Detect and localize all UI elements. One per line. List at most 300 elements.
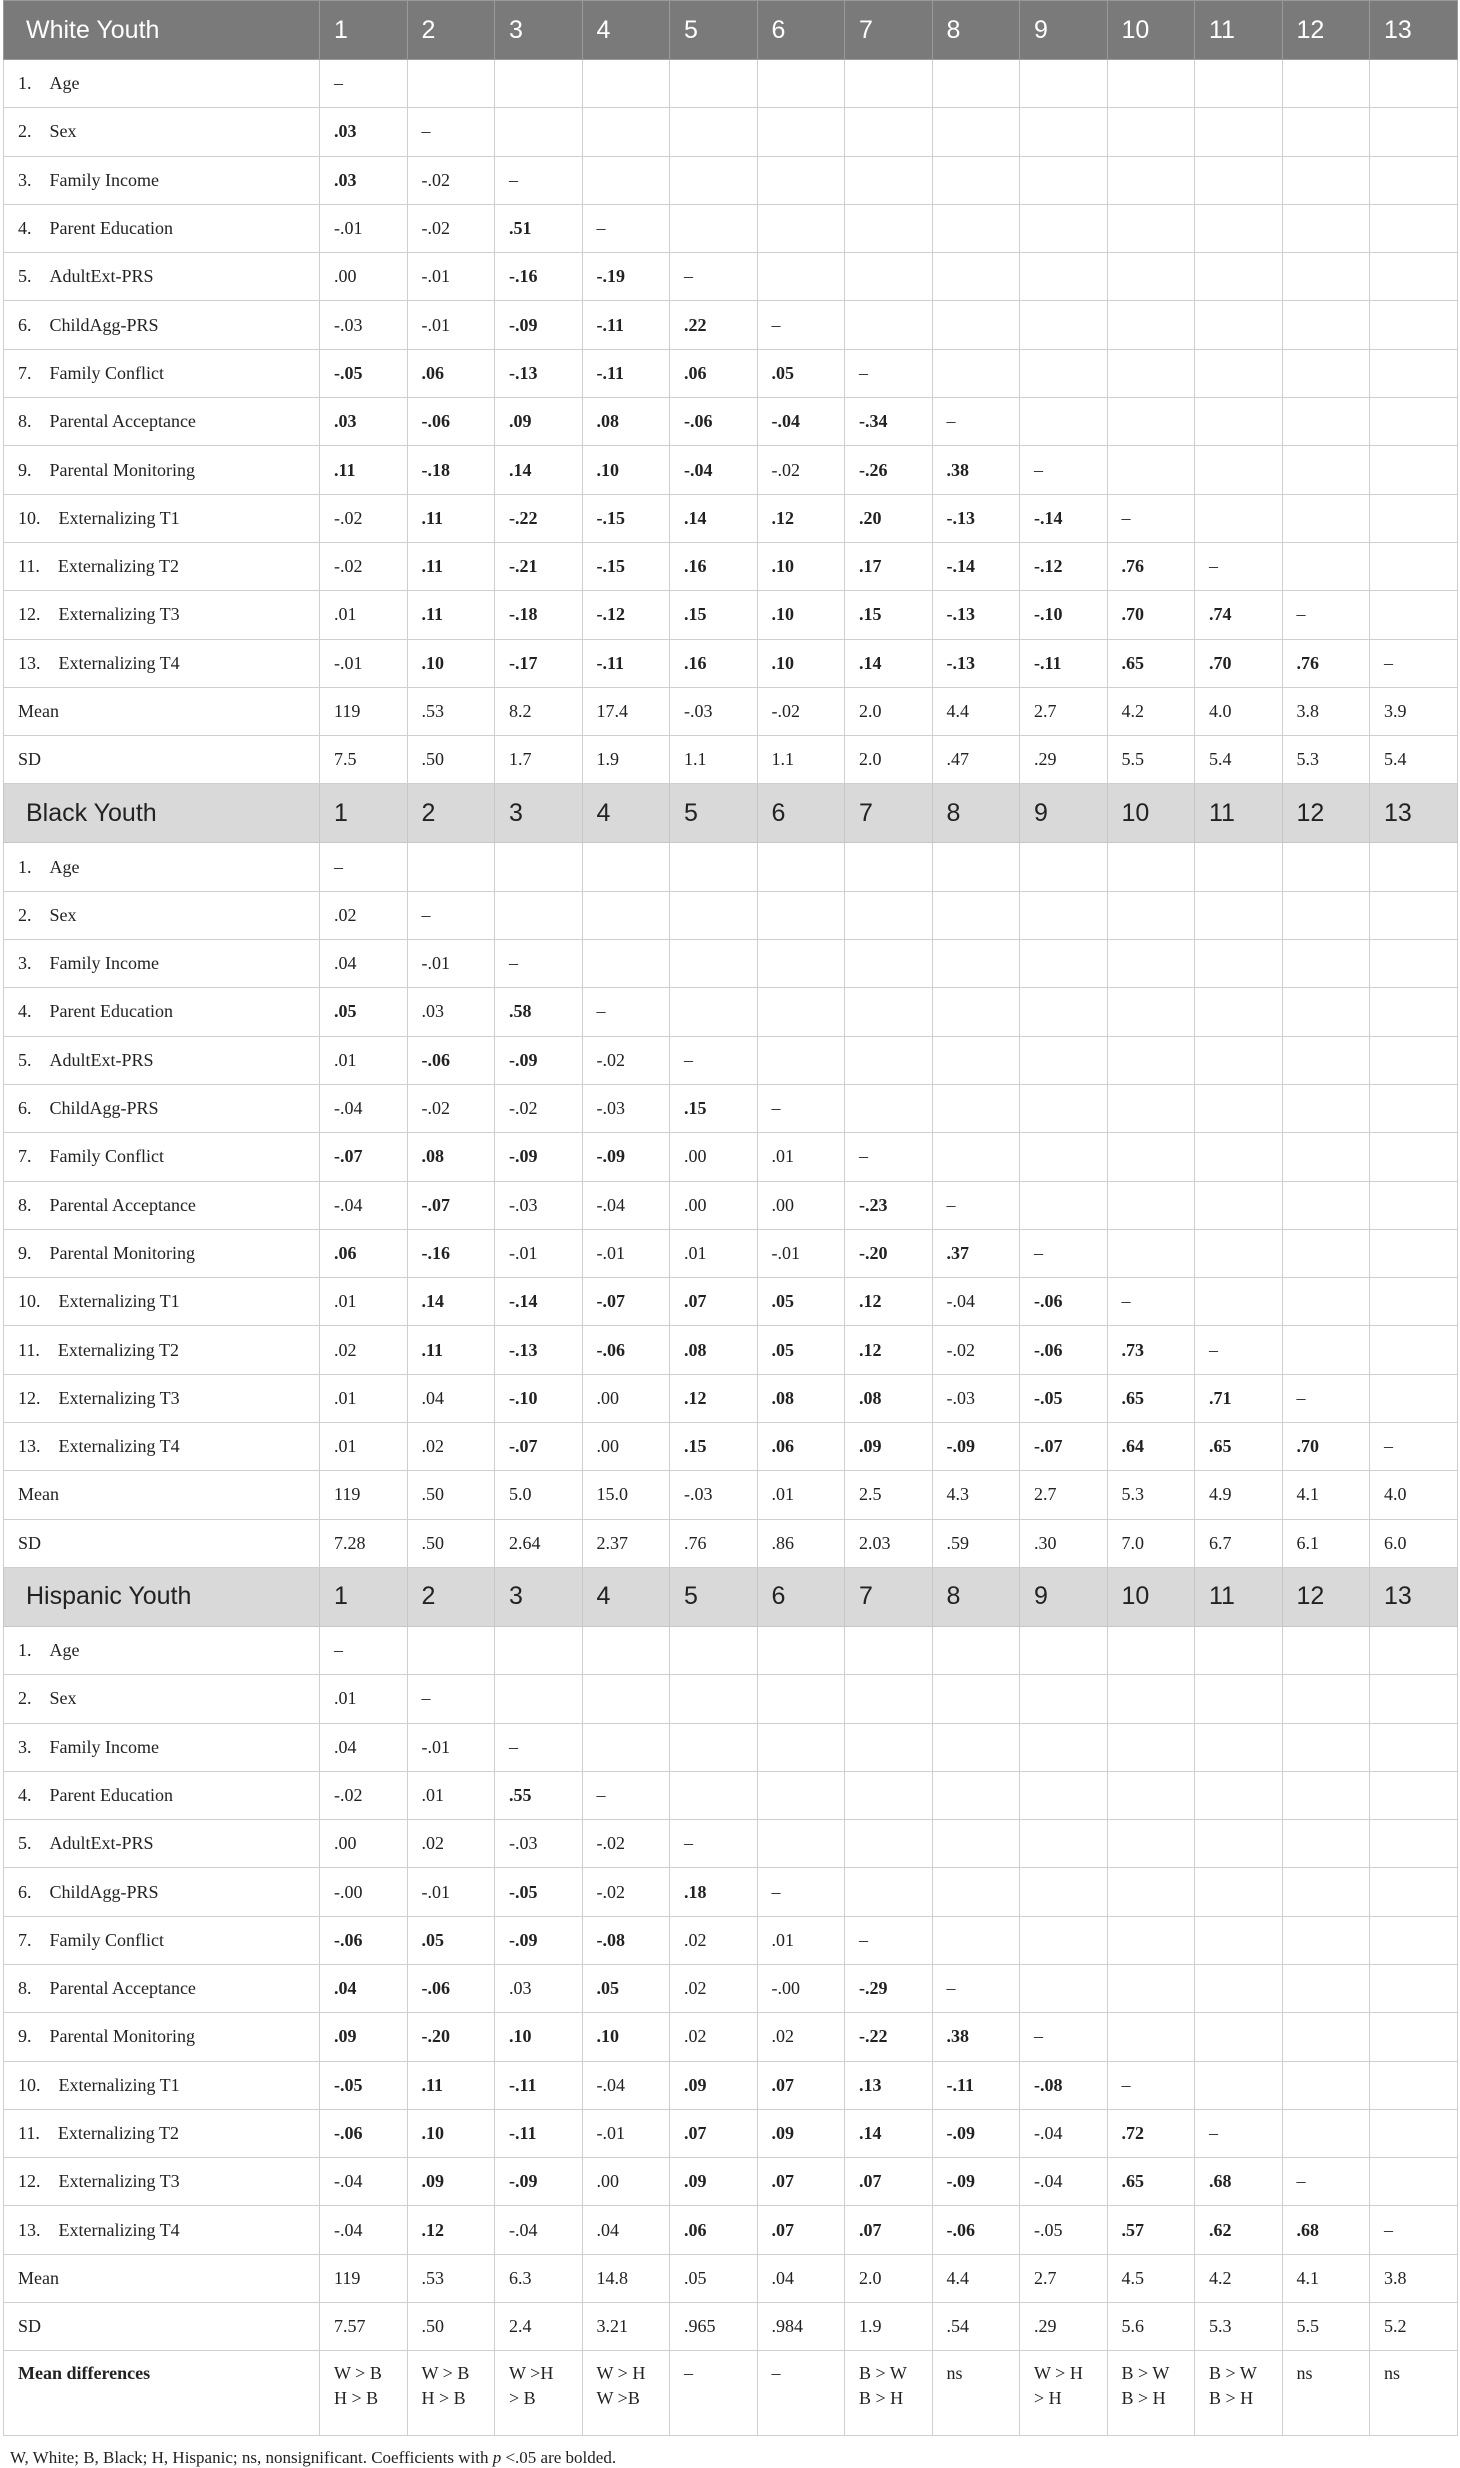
table-footnote — [0, 2436, 1460, 2468]
data-cell — [1107, 1868, 1195, 1916]
section-header-row — [4, 1, 1458, 60]
data-cell: .05 — [757, 1326, 845, 1374]
column-header: 11 — [1195, 1567, 1283, 1626]
data-cell — [1370, 1626, 1458, 1674]
data-cell — [1020, 1723, 1108, 1771]
data-cell — [1370, 156, 1458, 204]
mean-difference-line: ns — [1296, 2363, 1313, 2384]
table-row — [4, 843, 1458, 891]
data-cell — [1370, 1229, 1458, 1277]
data-cell: 6.0 — [1370, 1519, 1458, 1567]
table-row — [4, 2254, 1458, 2302]
data-cell: 4.1 — [1282, 2254, 1370, 2302]
data-cell — [1195, 494, 1283, 542]
row-label: 3. Family Income — [4, 1723, 320, 1771]
data-cell: – — [407, 1675, 495, 1723]
mean-difference-cell — [670, 2351, 758, 2436]
data-cell: .06 — [320, 1229, 408, 1277]
data-cell: .70 — [1282, 1423, 1370, 1471]
data-cell: .10 — [407, 639, 495, 687]
data-cell: .03 — [320, 108, 408, 156]
data-cell: .76 — [1282, 639, 1370, 687]
data-cell: .71 — [1195, 1374, 1283, 1422]
data-cell: .17 — [845, 542, 933, 590]
data-cell: .08 — [407, 1133, 495, 1181]
data-cell: – — [1020, 1229, 1108, 1277]
data-cell: -.18 — [407, 446, 495, 494]
data-cell: .00 — [670, 1133, 758, 1181]
data-cell: -.03 — [582, 1084, 670, 1132]
data-cell: – — [495, 940, 583, 988]
data-cell: .14 — [495, 446, 583, 494]
data-cell: -.11 — [495, 2061, 583, 2109]
data-cell: 3.21 — [582, 2303, 670, 2351]
row-label: 1. Age — [4, 60, 320, 108]
data-cell — [1370, 2109, 1458, 2157]
data-cell — [932, 1771, 1020, 1819]
data-cell: .16 — [670, 639, 758, 687]
data-cell — [1370, 1326, 1458, 1374]
data-cell: -.01 — [407, 940, 495, 988]
data-cell: -.06 — [407, 1964, 495, 2012]
data-cell — [1107, 1675, 1195, 1723]
data-cell — [1282, 446, 1370, 494]
data-cell: 2.0 — [845, 2254, 933, 2302]
table-row — [4, 2158, 1458, 2206]
data-cell: 4.5 — [1107, 2254, 1195, 2302]
data-cell: .02 — [407, 1423, 495, 1471]
column-header: 5 — [670, 1567, 758, 1626]
data-cell — [845, 1723, 933, 1771]
data-cell: -.14 — [932, 542, 1020, 590]
data-cell: .73 — [1107, 1326, 1195, 1374]
data-cell — [1282, 1036, 1370, 1084]
data-cell — [670, 1626, 758, 1674]
data-cell — [1282, 1675, 1370, 1723]
data-cell — [1195, 60, 1283, 108]
row-label: 3. Family Income — [4, 156, 320, 204]
data-cell: -.06 — [407, 398, 495, 446]
data-cell: .62 — [1195, 2206, 1283, 2254]
data-cell: -.10 — [495, 1374, 583, 1422]
data-cell — [932, 940, 1020, 988]
data-cell: .03 — [407, 988, 495, 1036]
data-cell: .00 — [320, 253, 408, 301]
data-cell: – — [1370, 639, 1458, 687]
data-cell — [1195, 1084, 1283, 1132]
data-cell: -.08 — [582, 1916, 670, 1964]
data-cell: -.09 — [932, 2158, 1020, 2206]
data-cell: .02 — [670, 2013, 758, 2061]
data-cell: -.05 — [320, 2061, 408, 2109]
mean-difference-line: > B — [509, 2388, 536, 2409]
table-row — [4, 253, 1458, 301]
data-cell — [1107, 204, 1195, 252]
mean-difference-cell — [582, 2351, 670, 2436]
table-row — [4, 1181, 1458, 1229]
data-cell: – — [582, 988, 670, 1036]
table-row — [4, 1916, 1458, 1964]
mean-difference-cell — [1282, 2351, 1370, 2436]
table-row — [4, 60, 1458, 108]
data-cell — [1107, 1133, 1195, 1181]
data-cell: 2.0 — [845, 687, 933, 735]
data-cell: .01 — [320, 591, 408, 639]
data-cell — [495, 60, 583, 108]
row-label: 12. Externalizing T3 — [4, 591, 320, 639]
data-cell: 5.5 — [1282, 2303, 1370, 2351]
data-cell: – — [670, 1820, 758, 1868]
table-row — [4, 1820, 1458, 1868]
data-cell: .01 — [757, 1471, 845, 1519]
data-cell: -.11 — [582, 639, 670, 687]
data-cell — [1107, 1036, 1195, 1084]
data-cell: – — [1370, 1423, 1458, 1471]
mean-differences-label: Mean differences — [4, 2351, 320, 2436]
data-cell — [670, 156, 758, 204]
data-cell: .984 — [757, 2303, 845, 2351]
data-cell — [1195, 108, 1283, 156]
row-label: 9. Parental Monitoring — [4, 446, 320, 494]
data-cell: -.10 — [1020, 591, 1108, 639]
row-label: 7. Family Conflict — [4, 349, 320, 397]
data-cell: .00 — [320, 1820, 408, 1868]
data-cell — [1020, 843, 1108, 891]
column-header: 1 — [320, 1, 408, 60]
data-cell: -.04 — [320, 2158, 408, 2206]
data-cell — [1107, 843, 1195, 891]
data-cell — [1107, 1916, 1195, 1964]
data-cell: -.05 — [495, 1868, 583, 1916]
table-row — [4, 108, 1458, 156]
data-cell: .50 — [407, 2303, 495, 2351]
data-cell: .02 — [407, 1820, 495, 1868]
data-cell: .09 — [670, 2158, 758, 2206]
data-cell: 6.1 — [1282, 1519, 1370, 1567]
data-cell: .10 — [757, 639, 845, 687]
data-cell: 5.5 — [1107, 736, 1195, 784]
data-cell: -.02 — [320, 494, 408, 542]
data-cell: -.34 — [845, 398, 933, 446]
data-cell: -.01 — [495, 1229, 583, 1277]
data-cell: -.05 — [1020, 2206, 1108, 2254]
data-cell: -.20 — [407, 2013, 495, 2061]
mean-difference-cell — [932, 2351, 1020, 2436]
data-cell — [1282, 204, 1370, 252]
data-cell: – — [670, 1036, 758, 1084]
data-cell: .11 — [407, 1326, 495, 1374]
data-cell — [1020, 60, 1108, 108]
data-cell: – — [845, 1916, 933, 1964]
data-cell — [1282, 1820, 1370, 1868]
data-cell — [1370, 1374, 1458, 1422]
table-row — [4, 940, 1458, 988]
data-cell — [1107, 156, 1195, 204]
data-cell: .07 — [757, 2061, 845, 2109]
data-cell: -.00 — [320, 1868, 408, 1916]
data-cell: -.08 — [1020, 2061, 1108, 2109]
data-cell: -.20 — [845, 1229, 933, 1277]
data-cell — [757, 60, 845, 108]
data-cell — [1020, 301, 1108, 349]
column-header: 2 — [407, 1567, 495, 1626]
data-cell: .72 — [1107, 2109, 1195, 2157]
data-cell: -.04 — [670, 446, 758, 494]
data-cell: – — [932, 1964, 1020, 2012]
data-cell: .47 — [932, 736, 1020, 784]
data-cell: .10 — [582, 446, 670, 494]
data-cell: -.11 — [582, 301, 670, 349]
data-cell: 5.3 — [1195, 2303, 1283, 2351]
data-cell: – — [1195, 542, 1283, 590]
data-cell: -.13 — [495, 1326, 583, 1374]
table-row — [4, 1423, 1458, 1471]
data-cell: .01 — [320, 1036, 408, 1084]
data-cell — [1020, 1084, 1108, 1132]
data-cell: 5.4 — [1195, 736, 1283, 784]
data-cell: -.15 — [582, 494, 670, 542]
row-label: 10. Externalizing T1 — [4, 2061, 320, 2109]
row-label: Mean — [4, 2254, 320, 2302]
data-cell: .14 — [845, 639, 933, 687]
data-cell — [582, 843, 670, 891]
data-cell: -.05 — [1020, 1374, 1108, 1422]
data-cell — [670, 60, 758, 108]
data-cell — [1020, 398, 1108, 446]
data-cell: – — [845, 1133, 933, 1181]
mean-difference-line: B > H — [859, 2388, 904, 2409]
data-cell: -.09 — [495, 301, 583, 349]
data-cell: .10 — [407, 2109, 495, 2157]
data-cell: 4.9 — [1195, 1471, 1283, 1519]
table-row — [4, 1278, 1458, 1326]
row-label: 11. Externalizing T2 — [4, 1326, 320, 1374]
mean-difference-line: W >B — [596, 2388, 640, 2409]
data-cell: 2.0 — [845, 736, 933, 784]
data-cell: 1.7 — [495, 736, 583, 784]
data-cell — [1282, 1868, 1370, 1916]
data-cell: – — [320, 60, 408, 108]
data-cell: – — [1107, 2061, 1195, 2109]
data-cell: .01 — [407, 1771, 495, 1819]
data-cell: -.03 — [670, 1471, 758, 1519]
row-label: 13. Externalizing T4 — [4, 1423, 320, 1471]
data-cell — [1020, 349, 1108, 397]
data-cell: .04 — [407, 1374, 495, 1422]
data-cell — [670, 988, 758, 1036]
data-cell: -.04 — [320, 1084, 408, 1132]
data-cell: .10 — [582, 2013, 670, 2061]
data-cell — [582, 108, 670, 156]
data-cell: .70 — [1195, 639, 1283, 687]
data-cell: -.07 — [407, 1181, 495, 1229]
data-cell: -.01 — [320, 639, 408, 687]
data-cell — [845, 60, 933, 108]
data-cell: -.07 — [320, 1133, 408, 1181]
data-cell: – — [582, 1771, 670, 1819]
data-cell: .02 — [320, 891, 408, 939]
mean-difference-cell — [757, 2351, 845, 2436]
column-header: 1 — [320, 1567, 408, 1626]
data-cell — [932, 108, 1020, 156]
row-label: 5. AdultExt-PRS — [4, 253, 320, 301]
mean-difference-line: B > H — [1121, 2388, 1166, 2409]
data-cell: .70 — [1107, 591, 1195, 639]
data-cell — [1195, 988, 1283, 1036]
row-label: 6. ChildAgg-PRS — [4, 1084, 320, 1132]
data-cell: -.02 — [320, 542, 408, 590]
data-cell: .06 — [757, 1423, 845, 1471]
data-cell: .12 — [670, 1374, 758, 1422]
data-cell: -.06 — [407, 1036, 495, 1084]
data-cell — [757, 108, 845, 156]
data-cell: .38 — [932, 2013, 1020, 2061]
column-header: 4 — [582, 784, 670, 843]
mean-difference-line: W > B — [421, 2363, 470, 2384]
data-cell: -.02 — [757, 446, 845, 494]
data-cell — [932, 1036, 1020, 1084]
data-cell — [670, 1771, 758, 1819]
data-cell: -.09 — [932, 1423, 1020, 1471]
data-cell — [670, 204, 758, 252]
section-header-row — [4, 784, 1458, 843]
data-cell: .12 — [845, 1278, 933, 1326]
data-cell — [1282, 494, 1370, 542]
data-cell — [757, 891, 845, 939]
data-cell — [1370, 1133, 1458, 1181]
data-cell — [1195, 1278, 1283, 1326]
column-header: 5 — [670, 784, 758, 843]
row-label: 13. Externalizing T4 — [4, 2206, 320, 2254]
mean-difference-cell — [495, 2351, 583, 2436]
data-cell: .06 — [670, 2206, 758, 2254]
data-cell: 2.03 — [845, 1519, 933, 1567]
data-cell: -.11 — [1020, 639, 1108, 687]
table-row — [4, 542, 1458, 590]
table-row — [4, 1868, 1458, 1916]
data-cell — [1020, 156, 1108, 204]
data-cell: -.05 — [320, 349, 408, 397]
data-cell: .07 — [845, 2158, 933, 2206]
row-label: SD — [4, 2303, 320, 2351]
data-cell: 5.2 — [1370, 2303, 1458, 2351]
data-cell — [1370, 1181, 1458, 1229]
data-cell — [1370, 1868, 1458, 1916]
data-cell — [1195, 446, 1283, 494]
data-cell — [670, 940, 758, 988]
data-cell: 5.4 — [1370, 736, 1458, 784]
data-cell — [932, 301, 1020, 349]
row-label: 3. Family Income — [4, 940, 320, 988]
data-cell — [757, 204, 845, 252]
data-cell — [1195, 398, 1283, 446]
mean-difference-line: W > H — [1034, 2363, 1083, 2384]
data-cell — [1020, 1820, 1108, 1868]
data-cell: – — [932, 398, 1020, 446]
row-label: 11. Externalizing T2 — [4, 542, 320, 590]
data-cell — [1107, 301, 1195, 349]
data-cell — [757, 253, 845, 301]
data-cell: .38 — [932, 446, 1020, 494]
table-row — [4, 204, 1458, 252]
row-label: 6. ChildAgg-PRS — [4, 1868, 320, 1916]
table-row — [4, 1675, 1458, 1723]
data-cell: .03 — [320, 156, 408, 204]
data-cell: -.03 — [495, 1181, 583, 1229]
row-label: 4. Parent Education — [4, 204, 320, 252]
data-cell: .01 — [320, 1423, 408, 1471]
data-cell: -.04 — [1020, 2109, 1108, 2157]
data-cell — [932, 1868, 1020, 1916]
data-cell: 2.7 — [1020, 2254, 1108, 2302]
data-cell: 7.5 — [320, 736, 408, 784]
data-cell: .16 — [670, 542, 758, 590]
data-cell: -.11 — [932, 2061, 1020, 2109]
data-cell: .51 — [495, 204, 583, 252]
data-cell: .50 — [407, 1471, 495, 1519]
data-cell: -.14 — [495, 1278, 583, 1326]
data-cell: -.04 — [1020, 2158, 1108, 2206]
data-cell — [670, 843, 758, 891]
data-cell: -.04 — [757, 398, 845, 446]
data-cell — [407, 1626, 495, 1674]
data-cell — [1020, 1916, 1108, 1964]
table-row — [4, 349, 1458, 397]
data-cell — [845, 301, 933, 349]
data-cell: .02 — [670, 1916, 758, 1964]
data-cell: .10 — [757, 542, 845, 590]
data-cell — [1370, 494, 1458, 542]
data-cell — [845, 1036, 933, 1084]
data-cell: .04 — [757, 2254, 845, 2302]
table-row — [4, 1036, 1458, 1084]
mean-difference-cell — [320, 2351, 408, 2436]
data-cell — [932, 988, 1020, 1036]
row-label: SD — [4, 736, 320, 784]
mean-difference-line: B > W — [1121, 2363, 1170, 2384]
data-cell: .08 — [757, 1374, 845, 1422]
mean-difference-line: H > B — [421, 2388, 466, 2409]
data-cell — [1370, 1036, 1458, 1084]
data-cell — [1195, 1626, 1283, 1674]
table-row — [4, 398, 1458, 446]
data-cell — [582, 1675, 670, 1723]
row-label: 8. Parental Acceptance — [4, 1181, 320, 1229]
column-header: 11 — [1195, 784, 1283, 843]
data-cell — [1107, 1084, 1195, 1132]
table-row — [4, 639, 1458, 687]
correlation-table — [3, 0, 1458, 2436]
column-header: 5 — [670, 1, 758, 60]
data-cell: .03 — [495, 1964, 583, 2012]
data-cell: .01 — [320, 1374, 408, 1422]
data-cell: -.01 — [320, 204, 408, 252]
data-cell: 119 — [320, 687, 408, 735]
data-cell: -.02 — [582, 1868, 670, 1916]
data-cell: -.02 — [757, 687, 845, 735]
data-cell: .07 — [670, 1278, 758, 1326]
data-cell: .64 — [1107, 1423, 1195, 1471]
data-cell — [845, 204, 933, 252]
data-cell — [1282, 1084, 1370, 1132]
data-cell — [582, 891, 670, 939]
data-cell: 14.8 — [582, 2254, 670, 2302]
data-cell: .08 — [582, 398, 670, 446]
data-cell — [757, 1626, 845, 1674]
data-cell — [1370, 1278, 1458, 1326]
data-cell: -.01 — [582, 1229, 670, 1277]
data-cell — [1020, 1771, 1108, 1819]
